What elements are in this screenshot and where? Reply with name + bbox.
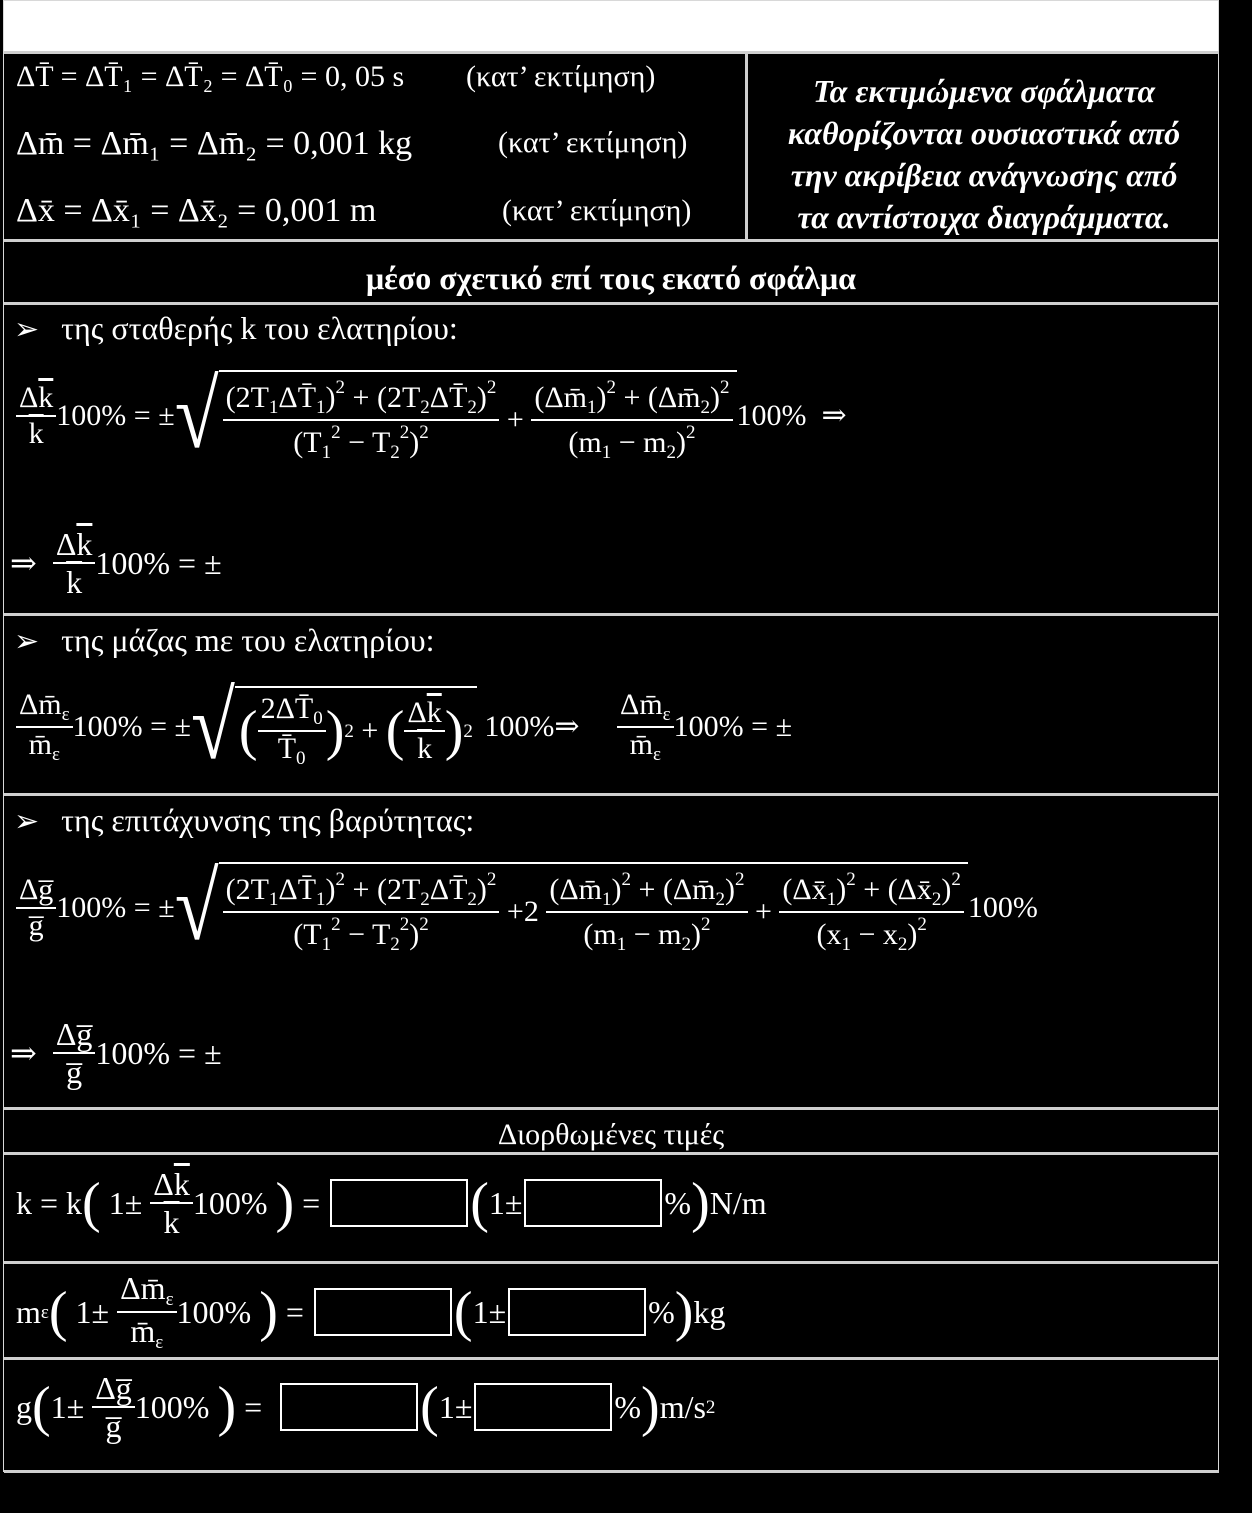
estimate-mass: Δm̄ = Δm̄₁ = Δm̄₂ = 0,001 kg <box>16 125 413 162</box>
k-error-formula: $\frac{\Delta\overline{k}}{k}$ 100% = ± √ $\frac{(2T_1\Delta T̄_1)^2 + (2T_2\Delta T̄_2)^2}{(T_1^2 - T_2^2)^2}$ + $\frac{(\Delta m̄_1)^2 + (\Delta m̄_2)^2}{(m_1 - m_2)^2}$ 100% ⇒ <box>16 370 847 462</box>
m-section-title: ➢ της μάζας mε του ελατηρίου: <box>14 622 435 658</box>
bullet-arrow-icon: ➢ <box>14 313 40 346</box>
divider <box>4 1107 1219 1110</box>
section-heading: μέσο σχετικό επί τοις εκατό σφάλμα <box>366 260 856 296</box>
bullet-arrow-icon: ➢ <box>14 805 40 838</box>
estimate-tag: (κατ’ εκτίμηση) <box>502 194 692 227</box>
k-error-result: ⇒ $\frac{\Delta\overline{k}}{k}$ 100% = ± <box>10 526 222 600</box>
g-error-result: ⇒ $\frac{\Delta g̅}{g̅}$ 100% = ± <box>10 1016 222 1090</box>
column-divider <box>745 51 748 241</box>
divider <box>4 239 1219 242</box>
divider <box>4 613 1219 616</box>
divider <box>4 51 1219 54</box>
divider <box>4 1357 1219 1360</box>
divider <box>4 1470 1219 1473</box>
divider <box>4 793 1219 796</box>
header-bar <box>4 1 1218 51</box>
m-corrected-row: m ε ( 1± $\frac{\Delta m̄_\varepsilon}{m̄_\varepsilon}$ 100% ) = ( 1± % ) kg <box>16 1270 726 1353</box>
estimate-length: Δx̄ = Δx̄₁ = Δx̄₂ = 0,001 m <box>16 192 377 229</box>
g-corrected-row: g ( 1± $\frac{\Delta g̅}{g̅}$ 100% ) = ( 1± % ) m/s 2 <box>16 1370 716 1444</box>
estimate-note: Τα εκτιμώμενα σφάλματα καθορίζονται ουσιαστικά από την ακρίβεια ανάγνωσης από τα αντίστοιχα διαγράμματα. <box>787 73 1181 235</box>
divider <box>4 1261 1219 1264</box>
divider <box>4 302 1219 305</box>
bullet-arrow-icon: ➢ <box>14 625 40 658</box>
estimate-period: ΔT̄ = ΔT̄₁ = ΔT̄₂ = ΔT̄₀ = 0, 05 s <box>16 60 405 93</box>
k-percent-input[interactable] <box>524 1179 662 1227</box>
k-corrected-row: k = k ( 1± $\frac{\Delta\overline{k}}{k}$ 100% ) = ( 1± % ) N/m <box>16 1166 767 1240</box>
g-error-formula: $\frac{\Delta g̅}{g̅}$ 100% = ± √ $\frac{(2T_1\Delta T̄_1)^2 + (2T_2\Delta T̄_2)^2}{(T_1^2 - T_2^2)^2}$ +2 $\frac{(\Delta m̄_1)^2 + (\Delta m̄_2)^2}{(m_1 - m_2)^2}$ + $\frac{(\Delta x̄_1)^2 + (\Delta x̄_2)^2}{(x_1 - x_2)^2}$ 100% <box>16 862 1038 954</box>
k-value-input[interactable] <box>330 1179 468 1227</box>
m-value-input[interactable] <box>314 1288 452 1336</box>
m-error-formula: $\frac{\Delta m̄_\varepsilon}{m̄_\varepsilon}$ 100% = ± √ ( $\frac{2\Delta T̄_0}{T̄_0}$ ) 2 + ( $\frac{\Delta\overline{k}}{k}$ ) 2 100% ⇒ $\frac{\Delta m̄_\varepsilon}{m̄_\varepsilon}$ 100% = ± <box>16 686 792 768</box>
m-percent-input[interactable] <box>508 1288 646 1336</box>
divider <box>4 1152 1219 1155</box>
k-section-title: ➢ της σταθερής k του ελατηρίου: <box>14 310 458 346</box>
estimate-tag: (κατ’ εκτίμηση) <box>466 60 656 93</box>
g-section-title: ➢ της επιτάχυνσης της βαρύτητας: <box>14 802 475 838</box>
estimate-tag: (κατ’ εκτίμηση) <box>498 126 688 159</box>
g-percent-input[interactable] <box>474 1383 612 1431</box>
g-value-input[interactable] <box>280 1383 418 1431</box>
corrected-heading: Διορθωμένες τιμές <box>497 1118 725 1151</box>
